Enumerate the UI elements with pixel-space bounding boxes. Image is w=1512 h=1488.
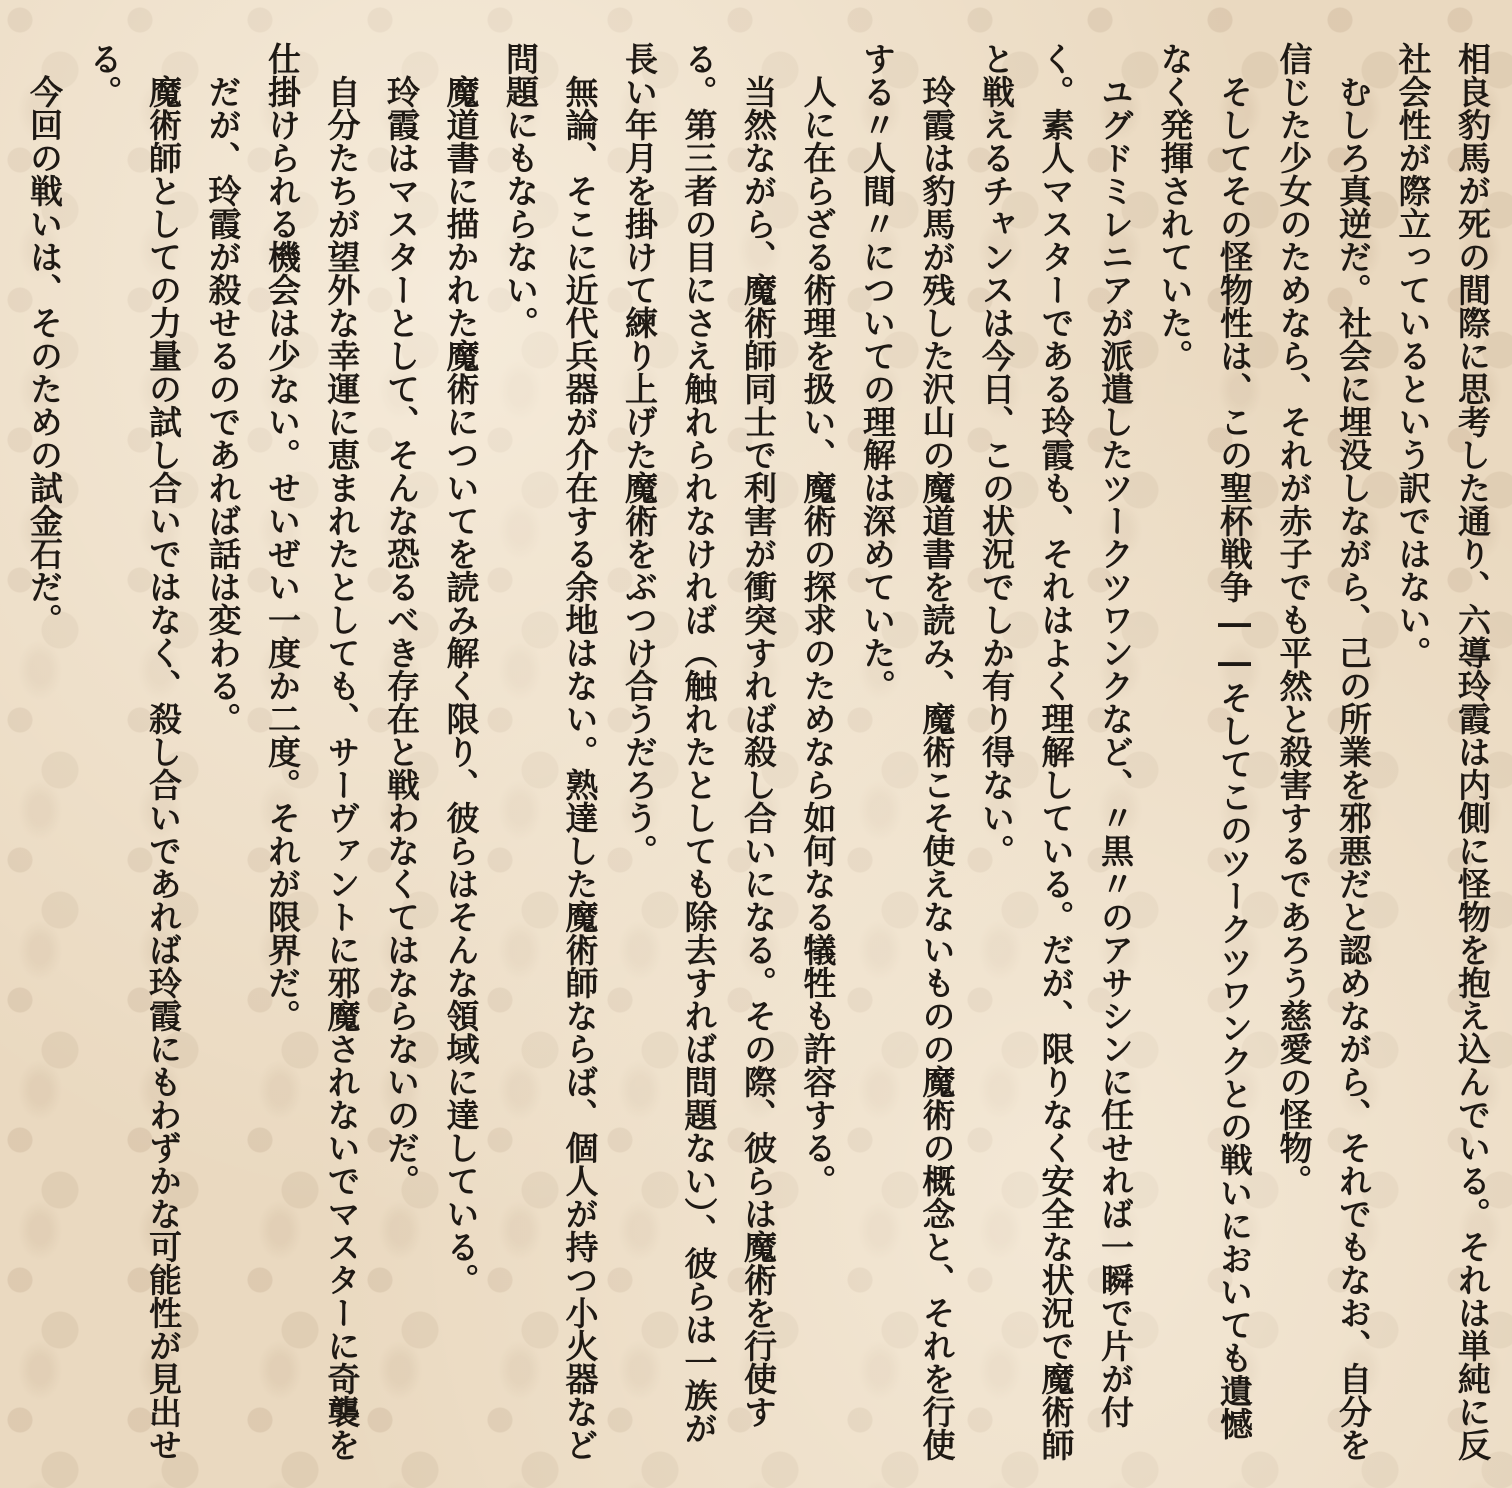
paragraph-2: むしろ真逆だ。社会に埋没しながら、己の所業を邪悪だと認めながら、それでもなお、自分を信じた少女のためなら、それが赤子でも平然と殺害するであろう慈愛の怪物。 bbox=[1274, 42, 1373, 1461]
paragraph-7: 当然ながら、魔術師同士で利害が衝突すれば殺し合いになる。その際、彼らは魔術を行使する。第三者の目にさえ触れられなければ（触れたとしても除去すれば問題ない）、彼らは一族が長い年月を掛けて練り上げた魔術をぶつけ合うだろう。 bbox=[620, 42, 778, 1445]
paragraph-11: 自分たちが望外な幸運に恵まれたとしても、サーヴァントに邪魔されないでマスターに奇襲を仕掛けられる機会は少ない。せいぜい一度か二度。それが限界だ。 bbox=[263, 42, 362, 1461]
paragraph-13: 魔術師としての力量の試し合いではなく、殺し合いであれば玲霞にもわずかな可能性が見出せる。 bbox=[84, 42, 183, 1461]
paragraph-4: ユグドミレニアが派遣したツークツワンクなど、〃黒〃のアサシンに任せれば一瞬で片が付く。素人マスターである玲霞も、それはよく理解している。だが、限りなく安全な状況で魔術師と戦えるチャンスは今日、この状況でしか有り得ない。 bbox=[977, 42, 1135, 1461]
paragraph-5: 玲霞は豹馬が残した沢山の魔道書を読み、魔術こそ使えないものの魔術の概念と、それを行使する〃人間〃についての理解は深めていた。 bbox=[858, 42, 957, 1461]
paragraph-10: 玲霞はマスターとして、そんな恐るべき存在と戦わなくてはならないのだ。 bbox=[382, 75, 421, 1197]
paragraph-12: だが、玲霞が殺せるのであれば話は変わる。 bbox=[203, 75, 243, 735]
paragraph-1: 相良豹馬が死の間際に思考した通り、六導玲霞は内側に怪物を抱え込んでいる。それは単純に反社会性が際立っているという訳ではない。 bbox=[1393, 42, 1492, 1461]
paragraph-6: 人に在らざる術理を扱い、魔術の探求のためなら如何なる犠牲も許容する。 bbox=[798, 75, 838, 1197]
paragraph-8: 無論、そこに近代兵器が介在する余地はない。熟達した魔術師ならば、個人が持つ小火器など問題にもならない。 bbox=[501, 42, 600, 1461]
paragraph-3: そしてその怪物性は、この聖杯戦争――そしてこのツークツワンクとの戦いにおいても遺憾なく発揮されていた。 bbox=[1155, 42, 1254, 1440]
paragraph-9: 魔道書に描かれた魔術についてを読み解く限り、彼らはそんな領域に達している。 bbox=[441, 75, 481, 1296]
paragraph-14: 今回の戦いは、そのための試金石だ。 bbox=[25, 75, 64, 636]
vertical-text-body bbox=[12, 42, 1502, 1462]
